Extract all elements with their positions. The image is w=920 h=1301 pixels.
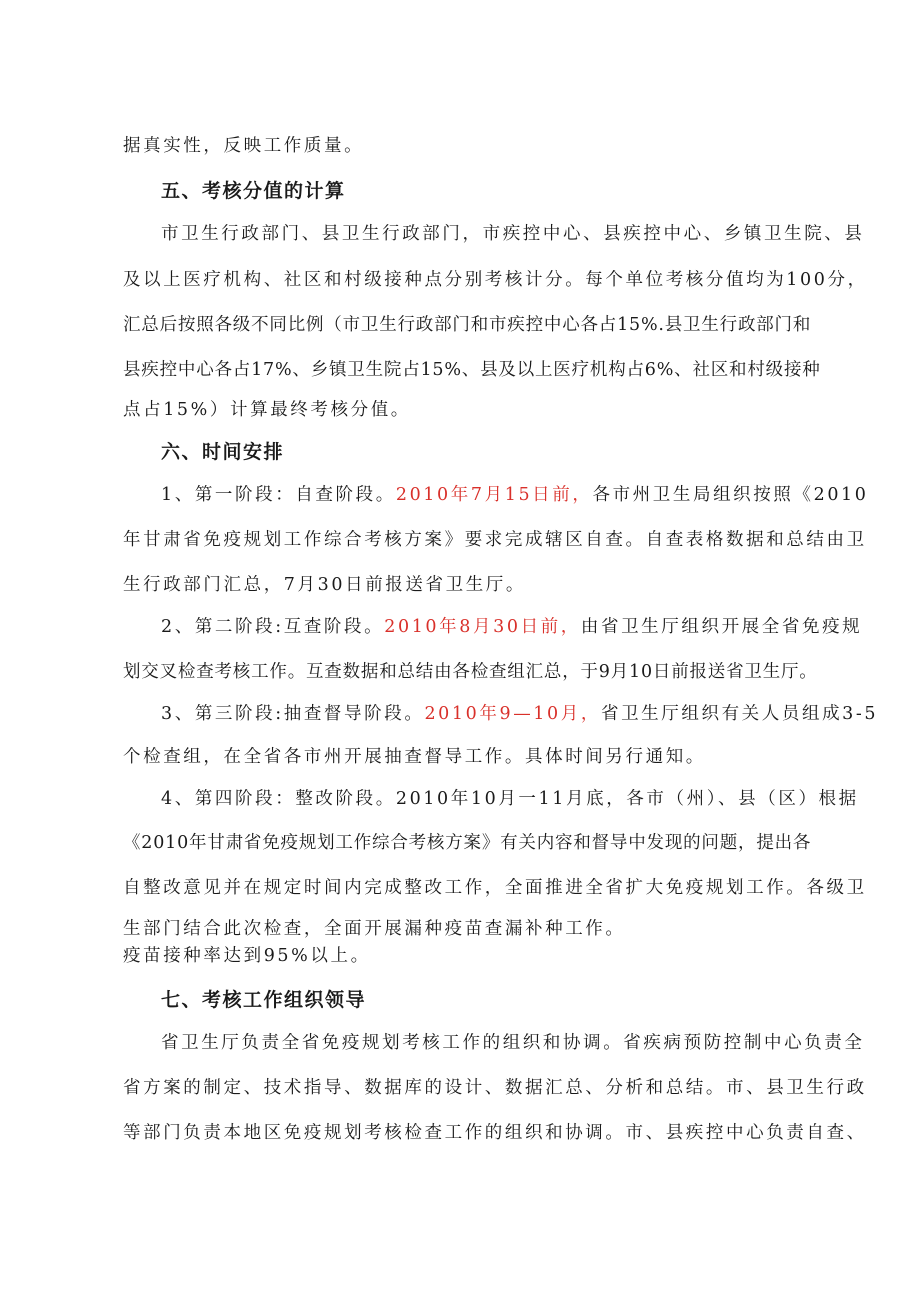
section-5-line-3: 汇总后按照各级不同比例（市卫生行政部门和市疾控中心各占15%.县卫生行政部门和	[123, 315, 812, 335]
section-7-line-1: 省卫生厅负责全省免疫规划考核工作的组织和协调。省疾病预防控制中心负责全	[161, 1033, 865, 1053]
section-5-line-2: 及以上医疗机构、社区和村级接种点分别考核计分。每个单位考核分值均为100分，	[123, 270, 868, 290]
stage-3-line-2: 个检查组，在全省各市州开展抽查督导工作。具体时间另行通知。	[123, 747, 706, 767]
stage-2-line-2: 划交叉检查考核工作。互查数据和总结由各检查组汇总，于9月10日前报送省卫生厅。	[123, 662, 818, 682]
stage-3-text: 省卫生厅组织有关人员组成3-5	[600, 704, 879, 724]
intro-tail-text: 据真实性，反映工作质量。	[123, 136, 365, 156]
stage-4-line-2: 《2010年甘肃省免疫规划工作综合考核方案》有关内容和督导中发现的问题，提出各	[123, 833, 812, 853]
stage-1-line-1	[161, 483, 869, 507]
stage-2-text: 由省卫生厅组织开展全省免疫规	[580, 617, 863, 637]
section-5-line-5: 点占15%）计算最终考核分值。	[123, 400, 411, 420]
stage-2-deadline: 2010年8月30日前，	[384, 617, 581, 637]
stage-3-line-1	[161, 702, 878, 726]
stage-2-line-1	[161, 615, 862, 639]
section-7-heading: 七、考核工作组织领导	[161, 989, 367, 1011]
stage-1-label: 1、第一阶段：自查阶段。	[161, 485, 396, 505]
stage-4-line-1: 4、第四阶段：整改阶段。2010年10月一11月底，各市（州）、县（区）根据	[161, 789, 859, 809]
section-5-line-1: 市卫生行政部门、县卫生行政部门，市疾控中心、县疾控中心、乡镇卫生院、县	[161, 224, 865, 244]
stage-1-deadline: 2010年7月15日前，	[395, 485, 593, 505]
stage-4-line-5: 疫苗接种率达到95%以上。	[123, 946, 371, 966]
stage-1-text: 各市州卫生局组织按照《2010	[592, 485, 869, 505]
section-6-heading: 六、时间安排	[161, 441, 285, 463]
stage-3-label: 3、第三阶段:抽查督导阶段。	[161, 704, 425, 724]
section-7-line-3: 等部门负责本地区免疫规划考核检查工作的组织和协调。市、县疾控中心负责自查、	[123, 1123, 867, 1143]
stage-2-label: 2、第二阶段:互查阶段。	[161, 617, 385, 637]
stage-1-line-3: 生行政部门汇总，7月30日前报送省卫生厅。	[123, 575, 527, 595]
section-5-heading: 五、考核分值的计算	[161, 180, 346, 202]
stage-4-line-4: 生部门结合此次检查，全面开展漏种疫苗查漏补种工作。	[123, 919, 626, 939]
stage-3-period: 2010年9—10月，	[424, 704, 601, 724]
stage-4-line-3: 自整改意见并在规定时间内完成整改工作，全面推进全省扩大免疫规划工作。各级卫	[123, 878, 867, 898]
stage-1-line-2: 年甘肃省免疫规划工作综合考核方案》要求完成辖区自查。自查表格数据和总结由卫	[123, 530, 867, 550]
section-5-line-4: 县疾控中心各占17%、乡镇卫生院占15%、县及以上医疗机构占6%、社区和村级接种	[123, 360, 821, 380]
section-7-line-2: 省方案的制定、技术指导、数据库的设计、数据汇总、分析和总结。市、县卫生行政	[123, 1078, 867, 1098]
